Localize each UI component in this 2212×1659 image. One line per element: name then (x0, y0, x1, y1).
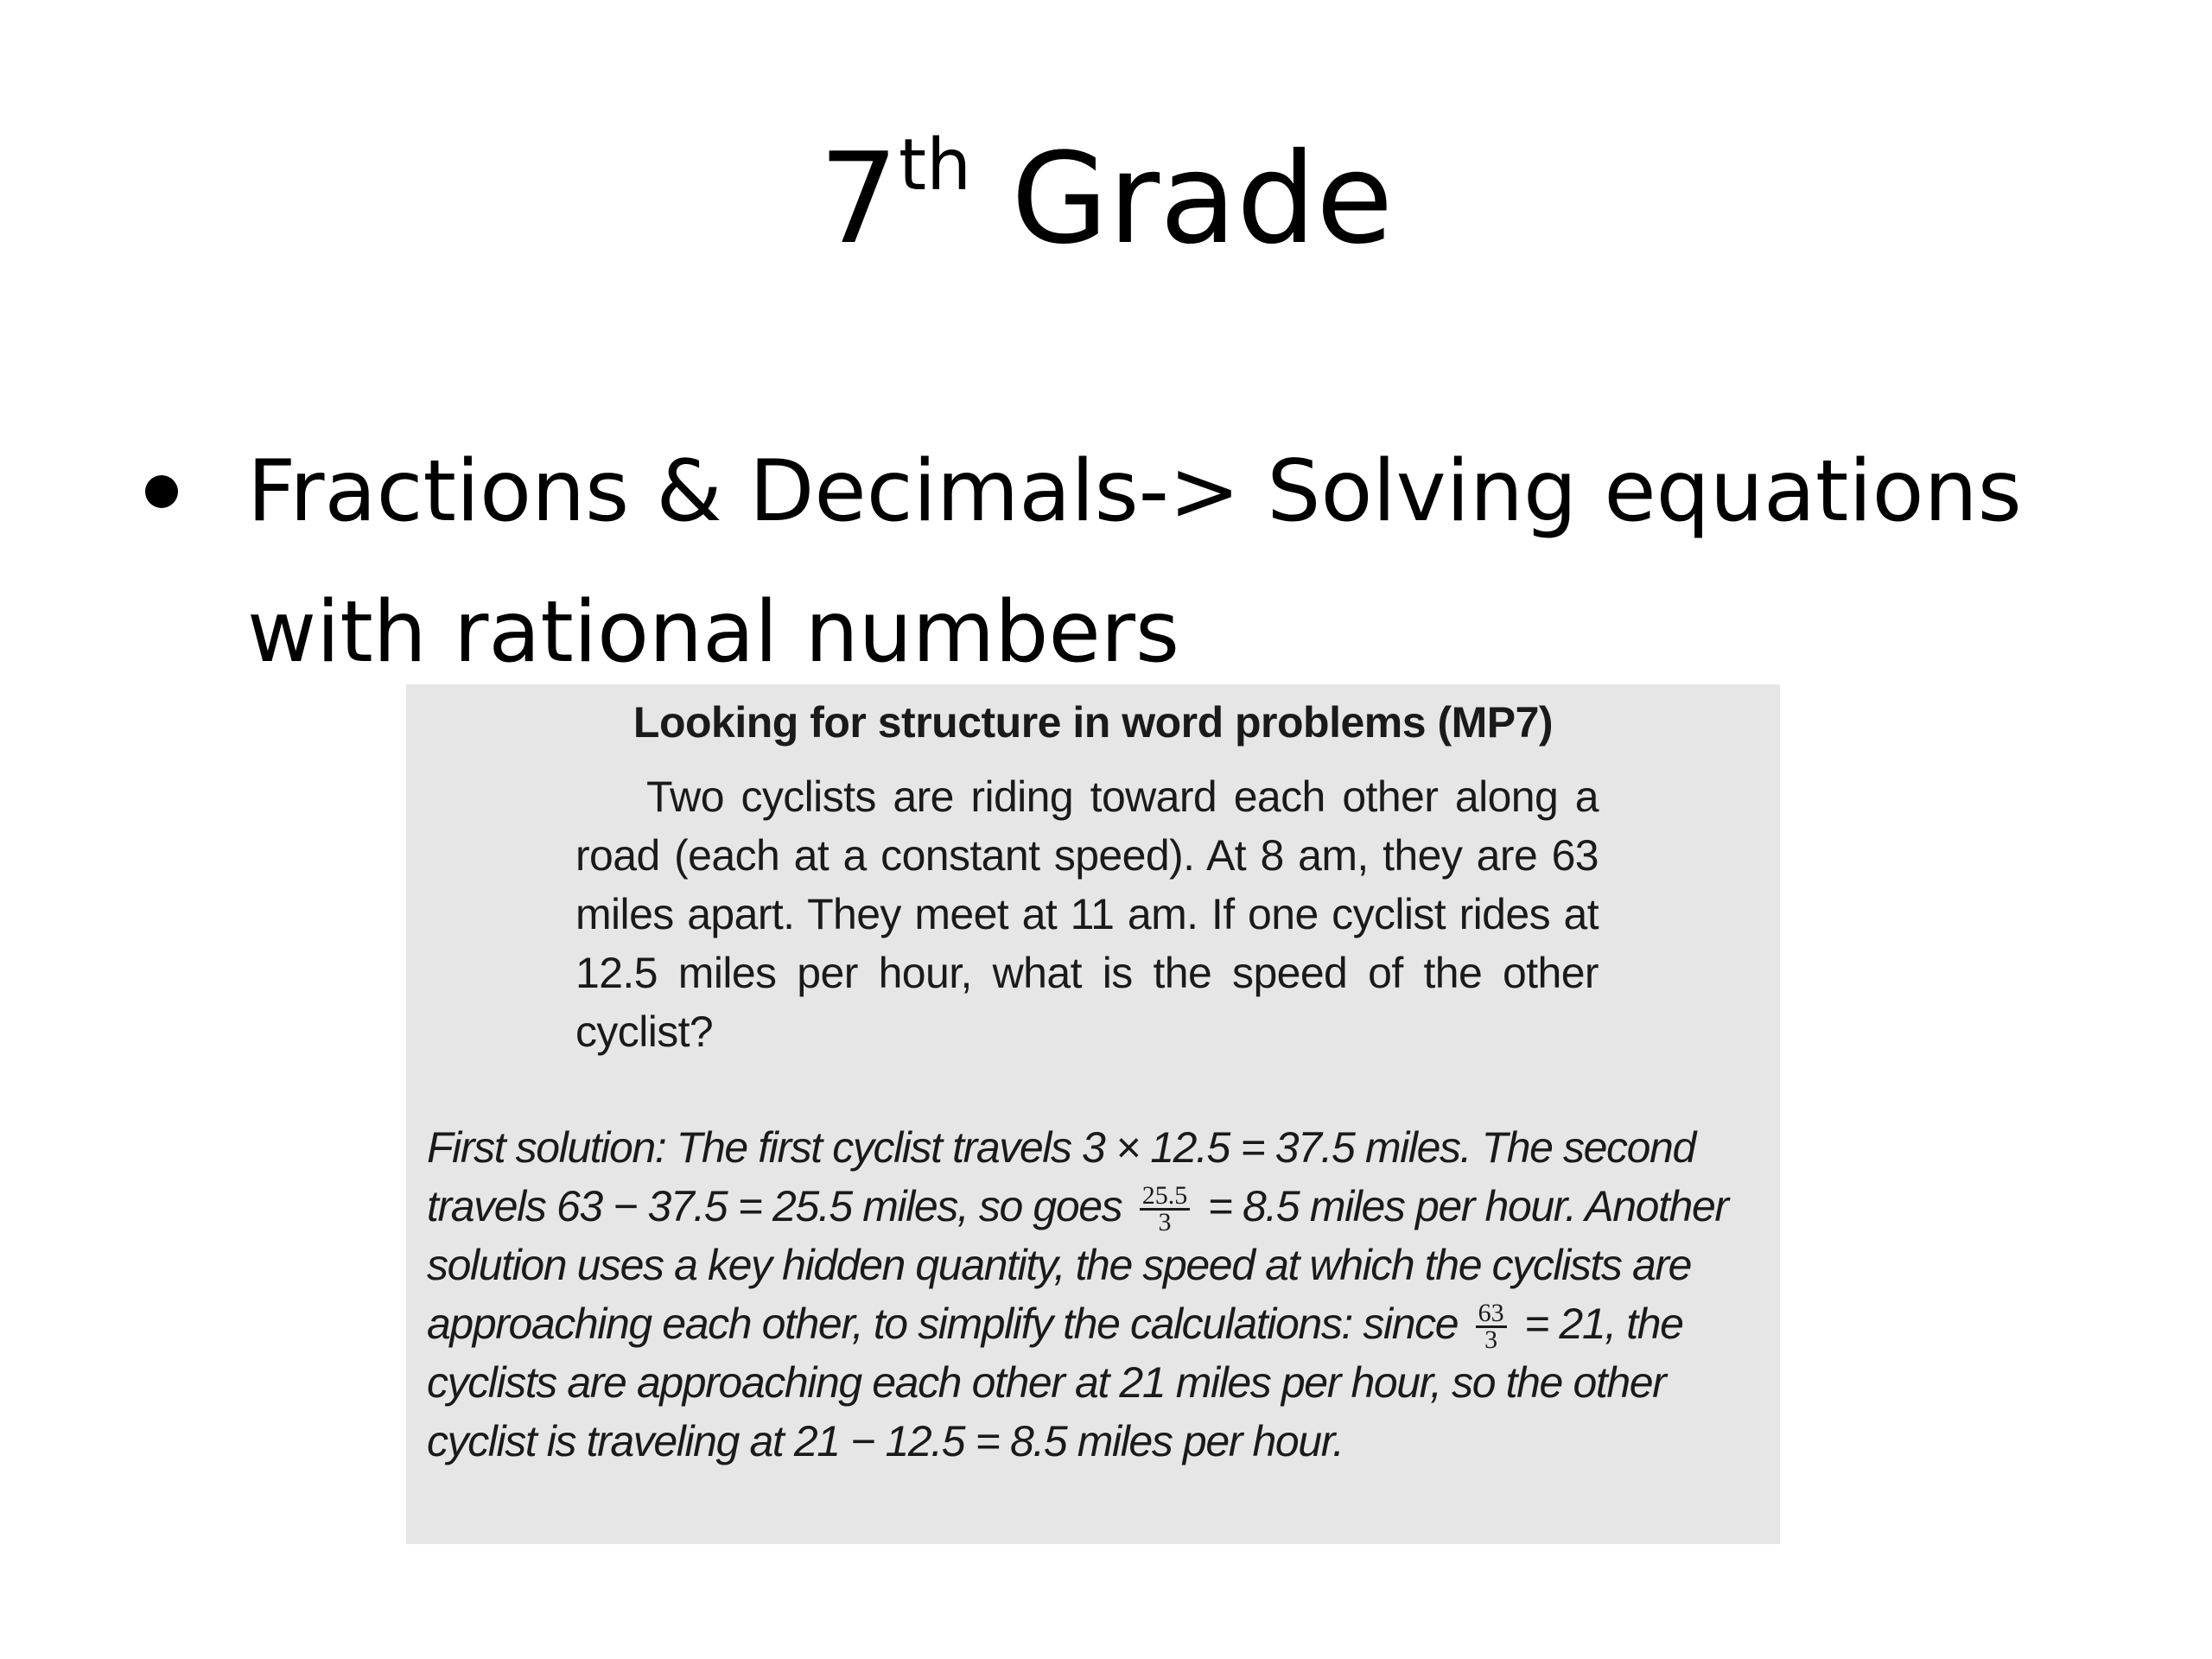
fraction-numerator: 63 (1476, 1301, 1507, 1328)
title-number: 7 (818, 126, 899, 272)
fraction-numerator: 25.5 (1140, 1184, 1191, 1211)
bullet-icon (145, 475, 178, 508)
fraction-denominator: 3 (1484, 1325, 1498, 1355)
bullet-item (143, 422, 2088, 703)
problem-text: Two cyclists are riding toward each other along a road (each at a constant speed). At 8 am, they are 63 miles apart. They meet at 11 am. If one cyclist rides at 12.5 miles per hour, what is the speed of the other cyclist? (575, 772, 1599, 1056)
fraction-25-5-over-3 (1140, 1181, 1191, 1237)
fraction-63-over-3 (1476, 1299, 1507, 1355)
title-superscript: th (898, 124, 972, 207)
solution-text (427, 1118, 1766, 1471)
word-problem-figure (406, 684, 1780, 1544)
fraction-denominator: 3 (1158, 1208, 1172, 1237)
slide-title (0, 124, 2212, 272)
solution-part-1: First solution: The first cyclist travels 3 × 12.5 = 37.5 miles. The second travels 63 − 37.5 = 25.5 miles, so goes (427, 1123, 1695, 1230)
solution-part-3: = 21, the cyclists are approaching each other at 21 miles per hour, so the other cyclist is traveling at 21 − 12.5 = 8.5 miles per hour. (427, 1300, 1683, 1465)
solution-part-2: = 8.5 miles per hour. Another solution uses a key hidden quantity, the speed at which the cyclists are approaching each other, to simplify the calculations: since (427, 1182, 1728, 1348)
figure-heading: Looking for structure in word problems (MP7) (632, 698, 1554, 747)
bullet-text: Fractions & Decimals-> Solving equations with rational numbers (247, 442, 2022, 682)
bullet-list (143, 422, 2088, 703)
title-text: Grade (971, 126, 1394, 272)
